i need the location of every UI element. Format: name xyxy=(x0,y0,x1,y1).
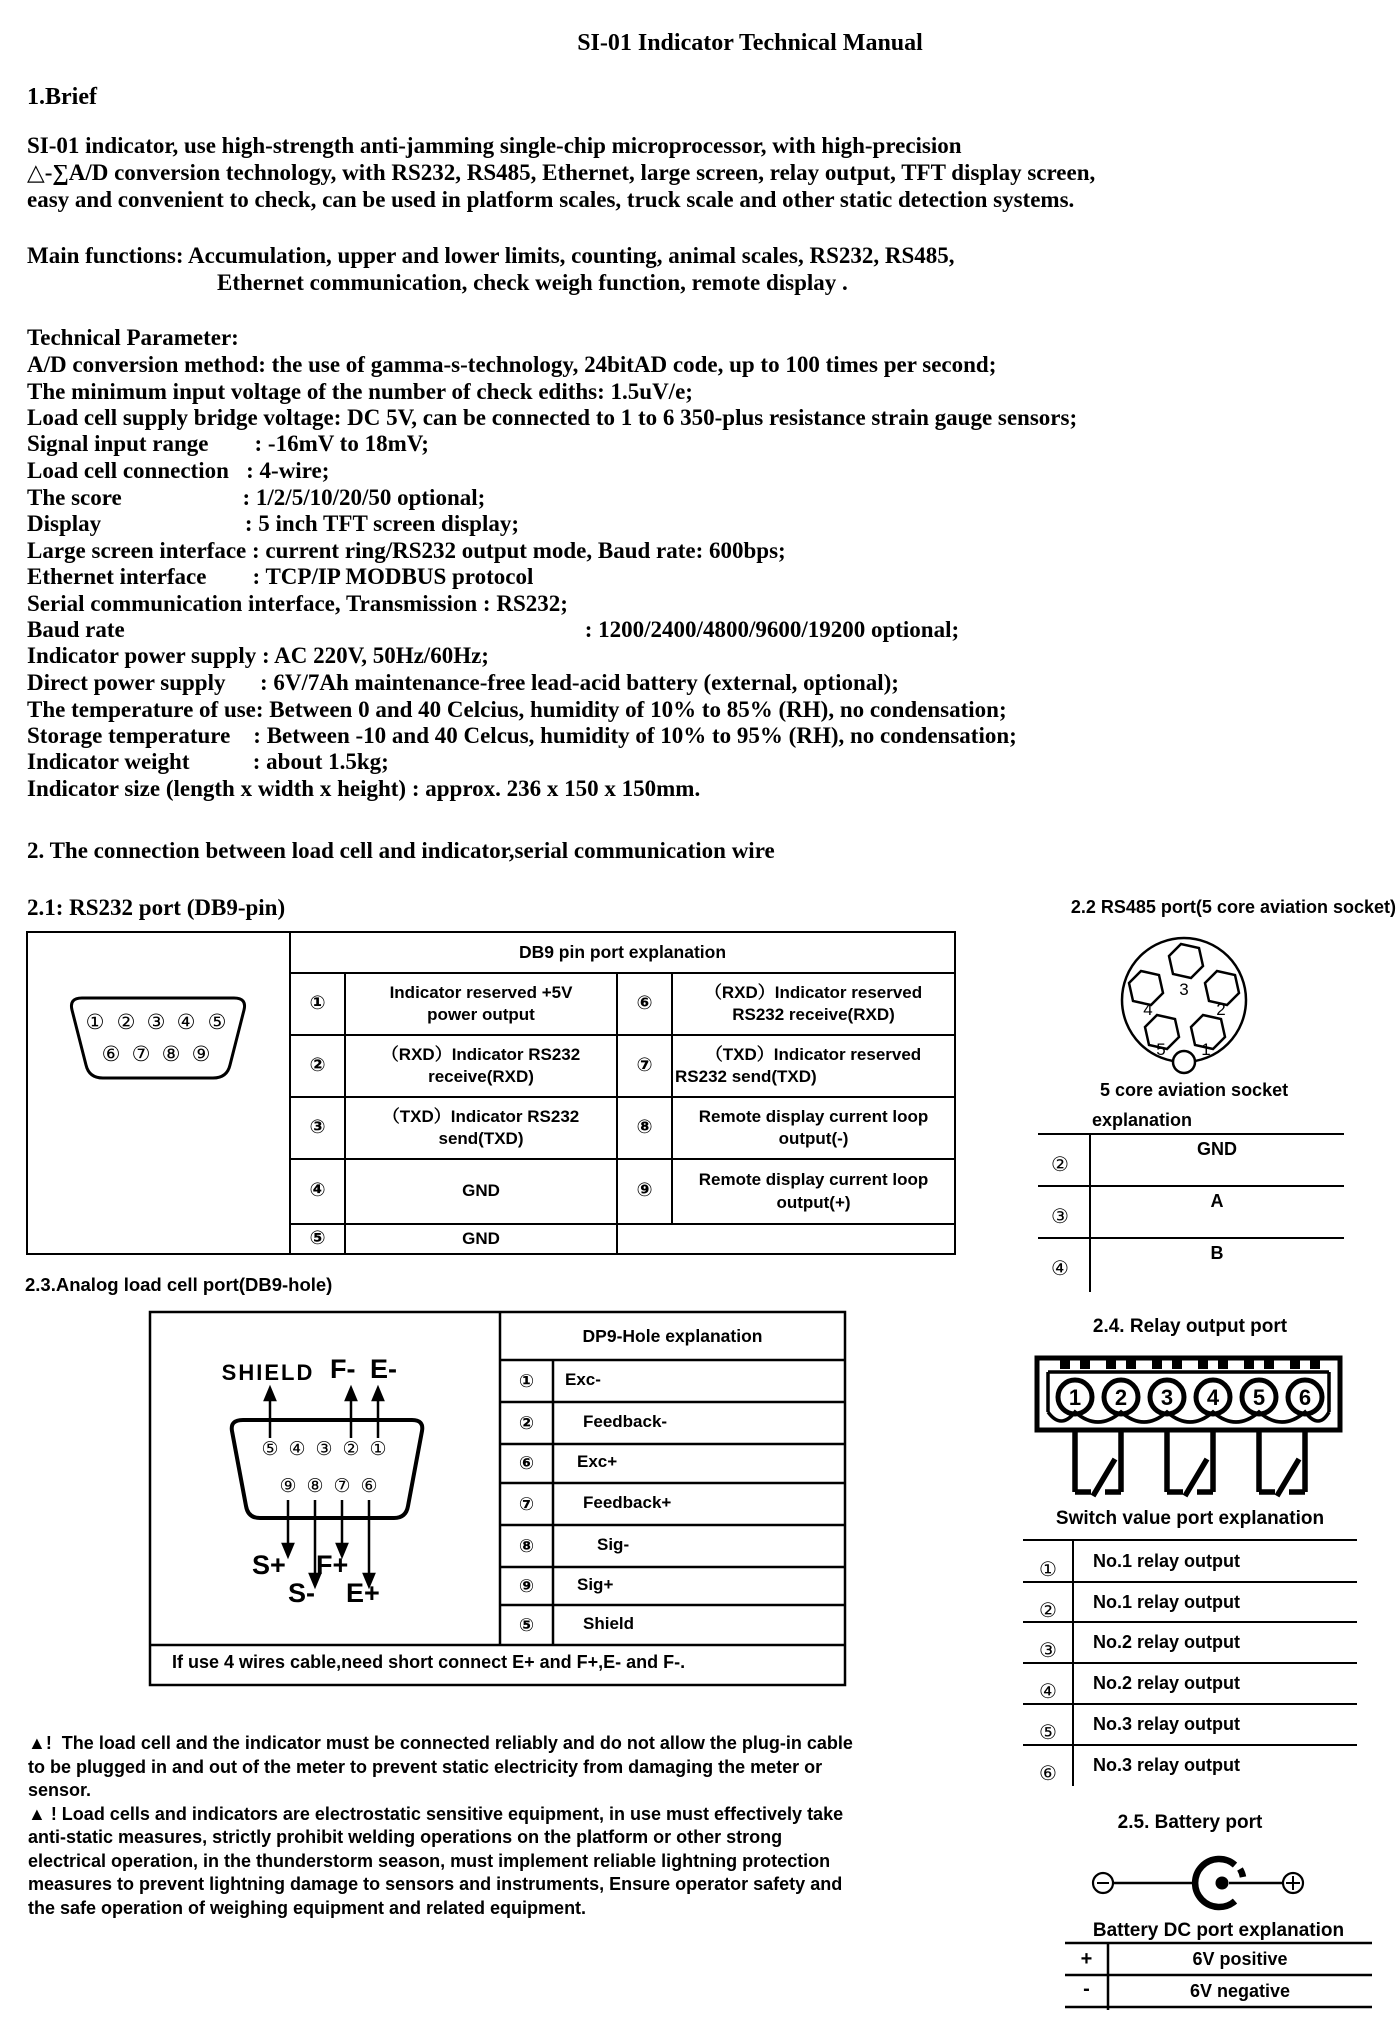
db9-desc-line: output(-) xyxy=(778,1129,849,1148)
tech-param-line: Ethernet interface : TCP/IP MODBUS protocol xyxy=(27,564,534,589)
warning-line: electrical operation, in the thunderstorm season, must implement reliable lightning protection xyxy=(28,1851,831,1871)
warning-line: to be plugged in and out of the meter to prevent static electricity from damaging the meter or xyxy=(28,1757,823,1777)
tech-param-line: Indicator power supply : AC 220V, 50Hz/60Hz; xyxy=(27,643,489,668)
db9-desc-line: RS232 send(TXD) xyxy=(675,1067,817,1086)
loadcell-row-value: Sig- xyxy=(597,1535,630,1554)
loadcell-row-value: Exc+ xyxy=(577,1452,618,1471)
db9-desc-line: （RXD）Indicator RS232 xyxy=(381,1044,581,1064)
db9-pin-number: ⑥ xyxy=(101,1042,121,1066)
db9-pin-number: ④ xyxy=(176,1010,196,1034)
relay-terminal-number: 4 xyxy=(1206,1385,1220,1410)
db9-hole-pin: ③ xyxy=(315,1438,333,1460)
db9-hole-pin: ① xyxy=(369,1438,387,1460)
db9-desc-line: receive(RXD) xyxy=(428,1067,534,1086)
db9-pin-number: ③ xyxy=(146,1010,166,1034)
brief-line: easy and convenient to check, can be used in platform scales, truck scale and other static detection systems. xyxy=(27,187,1075,212)
db9-row-pin: ⑨ xyxy=(636,1180,653,1202)
db9-hole-pin: ② xyxy=(342,1438,360,1460)
db9-hole-pin: ⑨ xyxy=(279,1475,297,1497)
switch-row-value: No.2 relay output xyxy=(1093,1632,1241,1652)
rs485-row-pin: ④ xyxy=(1051,1256,1069,1280)
db9-row-pin: ⑤ xyxy=(309,1227,326,1249)
rs485-row-value: GND xyxy=(1197,1139,1237,1159)
tech-param-line: Signal input range : -16mV to 18mV; xyxy=(27,431,429,456)
db9-hole-pin: ④ xyxy=(288,1438,306,1460)
rs485-row-value: B xyxy=(1210,1243,1224,1263)
battery-row-pin: - xyxy=(1083,1978,1090,2000)
loadcell-row-pin: ⑨ xyxy=(518,1575,535,1596)
db9-hole-pin: ⑥ xyxy=(360,1475,378,1497)
brief-line: △-∑A/D conversion technology, with RS232, RS485, Ethernet, large screen, relay output, TFT display screen, xyxy=(27,160,1096,185)
rs485-caption: 5 core aviation socket xyxy=(1100,1080,1289,1100)
section-2-1-heading: 2.1: RS232 port (DB9-pin) xyxy=(27,895,286,920)
loadcell-row-value: Shield xyxy=(583,1614,635,1633)
loadcell-note: If use 4 wires cable,need short connect E+ and F+,E- and F-. xyxy=(172,1652,686,1672)
relay-block-drawing xyxy=(1037,1358,1340,1496)
db9-pin-number: ① xyxy=(85,1010,105,1034)
dc-jack-drawing xyxy=(1093,1859,1303,1907)
section-2-5-heading: 2.5. Battery port xyxy=(1117,1812,1263,1833)
tech-param-line: Indicator weight : about 1.5kg; xyxy=(27,749,389,774)
db9-desc-line: Remote display current loop xyxy=(698,1106,929,1126)
warning-line: anti-static measures, strictly prohibit welding operations on the platform or other strong xyxy=(28,1827,783,1847)
switch-table-caption: Switch value port explanation xyxy=(1055,1508,1325,1529)
rs485-row-pin: ③ xyxy=(1051,1204,1069,1228)
db9-row-pin: ⑦ xyxy=(636,1054,653,1076)
warning-line: measures to prevent lightning damage to sensors and instruments, Ensure operator safety and xyxy=(28,1874,843,1894)
e-plus-label: E+ xyxy=(346,1578,380,1608)
warning-line: ▲! The load cell and the indicator must be connected reliably and do not allow the plug-in cable xyxy=(28,1733,853,1753)
db9-pin-number: ⑨ xyxy=(191,1042,211,1066)
main-functions-line: Main functions: Accumulation, upper and lower limits, counting, animal scales, RS232, RS485, xyxy=(27,243,955,268)
up-arrow-icon xyxy=(373,1388,383,1400)
socket-pin-label: 4 xyxy=(1143,1000,1153,1019)
loadcell-table-title: DP9-Hole explanation xyxy=(582,1325,763,1346)
loadcell-row-pin: ⑦ xyxy=(518,1493,535,1514)
db9-desc-line: （TXD）Indicator RS232 xyxy=(382,1106,580,1126)
db9-desc-line: output(+) xyxy=(776,1192,851,1212)
socket-pin-label: 2 xyxy=(1216,1000,1226,1019)
tech-param-line: Load cell connection : 4-wire; xyxy=(27,458,330,483)
db9-hole-connector-drawing xyxy=(232,1420,423,1518)
battery-row-pin: + xyxy=(1080,1948,1093,1970)
db9-pin-number: ② xyxy=(116,1010,136,1034)
relay-switch-symbols xyxy=(1075,1430,1305,1496)
switch-row-pin: ③ xyxy=(1039,1638,1057,1662)
db9-hole-pin: ⑦ xyxy=(333,1475,351,1497)
section-2-2-heading: 2.2 RS485 port(5 core aviation socket) xyxy=(1070,897,1396,917)
relay-terminal-number: 1 xyxy=(1068,1385,1082,1410)
db9-desc-line: Indicator reserved +5V xyxy=(389,982,573,1002)
switch-row-value: No.1 relay output xyxy=(1093,1551,1241,1571)
db9-row-pin: ⑧ xyxy=(636,1116,653,1138)
s-plus-label: S+ xyxy=(252,1550,286,1580)
db9-row-desc xyxy=(345,1159,617,1224)
tech-param-line: The score : 1/2/5/10/20/50 optional; xyxy=(27,485,486,510)
db9-desc-line: Remote display current loop xyxy=(698,1170,929,1189)
s-minus-label: S- xyxy=(288,1578,315,1608)
tech-param-line: Load cell supply bridge voltage: DC 5V, can be connected to 1 to 6 350-plus resistance strain gauge sensors; xyxy=(27,405,1078,430)
db9-desc-line: send(TXD) xyxy=(438,1129,524,1148)
f-plus-label: F+ xyxy=(316,1550,349,1580)
section-2-3-heading: 2.3.Analog load cell port(DB9-hole) xyxy=(25,1274,333,1295)
tech-params-heading: Technical Parameter: xyxy=(27,325,239,350)
db9-row-desc xyxy=(345,1035,617,1097)
db9-row-pin: ② xyxy=(309,1054,326,1076)
loadcell-row-pin: ⑥ xyxy=(518,1453,535,1474)
main-functions-line: Ethernet communication, check weigh function, remote display . xyxy=(217,270,848,295)
rs485-row-value: A xyxy=(1210,1191,1224,1211)
rs485-caption: explanation xyxy=(1092,1110,1193,1130)
tech-param-line: Large screen interface : current ring/RS232 output mode, Baud rate: 600bps; xyxy=(27,538,786,563)
db9-desc-line: RS232 receive(RXD) xyxy=(732,1005,895,1024)
db9-table-title: DB9 pin port explanation xyxy=(518,942,727,963)
f-minus-label: F- xyxy=(330,1354,356,1384)
db9-pin-number: ⑧ xyxy=(161,1042,181,1066)
tech-param-line: Indicator size (length x width x height) : approx. 236 x 150 x 150mm. xyxy=(27,776,701,801)
tech-param-line: A/D conversion method: the use of gamma-s-technology, 24bitAD code, up to 100 times per second; xyxy=(27,352,997,377)
rs485-row-pin: ② xyxy=(1051,1152,1069,1176)
tech-param-line: The temperature of use: Between 0 and 40 Celcius, humidity of 10% to 85% (RH), no condensation; xyxy=(27,697,1007,722)
db9-desc-line: （TXD）Indicator reserved xyxy=(705,1044,922,1064)
loadcell-row-value: Exc- xyxy=(565,1370,601,1389)
db9-row-desc xyxy=(345,1097,617,1159)
db9-row-pin: ① xyxy=(309,992,326,1014)
socket-pin-label: 5 xyxy=(1156,1040,1166,1059)
section-2-4-heading: 2.4. Relay output port xyxy=(1092,1316,1288,1337)
switch-row-pin: ① xyxy=(1039,1557,1057,1581)
battery-table-caption: Battery DC port explanation xyxy=(1092,1920,1345,1941)
battery-row-value: 6V negative xyxy=(1189,1981,1291,2001)
loadcell-row-value: Feedback- xyxy=(583,1412,668,1431)
db9-row-desc xyxy=(672,1035,955,1097)
shield-label: SHIELD xyxy=(221,1360,315,1385)
db9-hole-pin: ⑤ xyxy=(261,1438,279,1460)
db9-row-desc xyxy=(672,973,955,1035)
db9-row-pin: ③ xyxy=(309,1116,326,1138)
battery-row-value: 6V positive xyxy=(1192,1949,1288,1969)
brief-line: SI-01 indicator, use high-strength anti-jamming single-chip microprocessor, with high-precision xyxy=(27,133,962,158)
db9-row-pin: ④ xyxy=(309,1180,326,1202)
db9-pin-number: ⑤ xyxy=(207,1010,227,1034)
loadcell-row-pin: ⑧ xyxy=(518,1535,535,1556)
db9-desc-line: （RXD）Indicator reserved xyxy=(704,982,923,1002)
loadcell-row-value: Sig+ xyxy=(577,1575,614,1594)
socket-pin-label: 1 xyxy=(1201,1040,1211,1059)
tech-param-line: Storage temperature : Between -10 and 40 Celcus, humidity of 10% to 95% (RH), no condensation; xyxy=(27,723,1017,748)
db9-desc-line: GND xyxy=(462,1181,500,1201)
switch-row-value: No.3 relay output xyxy=(1093,1714,1241,1734)
tech-param-line: Serial communication interface, Transmission : RS232; xyxy=(27,591,568,616)
page-title: SI-01 Indicator Technical Manual xyxy=(577,30,923,56)
tech-param-line: Display : 5 inch TFT screen display; xyxy=(27,511,520,536)
db9-hole-pin: ⑧ xyxy=(306,1475,324,1497)
warning-line: the safe operation of weighing equipment and related equipment. xyxy=(28,1898,587,1918)
warning-line: ▲ ! Load cells and indicators are electrostatic sensitive equipment, in use must effectively take xyxy=(28,1804,844,1824)
warning-line: sensor. xyxy=(28,1780,92,1800)
loadcell-row-pin: ① xyxy=(518,1370,535,1391)
section2-heading: 2. The connection between load cell and indicator,serial communication wire xyxy=(27,838,775,863)
loadcell-row-pin: ② xyxy=(518,1412,535,1433)
switch-row-value: No.2 relay output xyxy=(1093,1673,1241,1693)
tech-param-line: Direct power supply : 6V/7Ah maintenance-free lead-acid battery (external, optional); xyxy=(27,670,899,695)
relay-terminal-number: 2 xyxy=(1114,1385,1128,1410)
relay-terminal-number: 6 xyxy=(1298,1385,1312,1410)
db9-row-desc xyxy=(345,973,617,1035)
switch-row-value: No.1 relay output xyxy=(1093,1592,1241,1612)
switch-row-value: No.3 relay output xyxy=(1093,1755,1241,1775)
switch-row-pin: ④ xyxy=(1039,1679,1057,1703)
tech-param-line: Baud rate : 1200/2400/4800/9600/19200 optional; xyxy=(27,617,960,642)
db9-row-desc xyxy=(672,1159,955,1224)
db9-row-desc: GND xyxy=(462,1228,500,1248)
db9-row-pin: ⑥ xyxy=(636,992,653,1014)
up-arrow-icon xyxy=(265,1388,275,1400)
plus-icon xyxy=(1286,1876,1300,1890)
e-minus-label: E- xyxy=(370,1354,397,1384)
brief-heading: 1.Brief xyxy=(27,84,97,110)
relay-terminal-number: 3 xyxy=(1160,1385,1174,1410)
db9-desc-line: power output xyxy=(427,1005,535,1024)
tech-param-line: The minimum input voltage of the number of check ediths: 1.5uV/e; xyxy=(27,379,693,404)
db9-pin-number: ⑦ xyxy=(131,1042,151,1066)
up-arrow-icon xyxy=(346,1388,356,1400)
switch-row-pin: ⑤ xyxy=(1039,1720,1057,1744)
loadcell-row-value: Feedback+ xyxy=(583,1493,672,1512)
socket-pin-label: 3 xyxy=(1179,980,1189,999)
switch-row-pin: ⑥ xyxy=(1039,1761,1057,1785)
relay-terminal-number: 5 xyxy=(1252,1385,1266,1410)
db9-row-desc xyxy=(672,1097,955,1159)
loadcell-row-pin: ⑤ xyxy=(518,1614,535,1635)
switch-row-pin: ② xyxy=(1039,1598,1057,1622)
switch-table-grid xyxy=(1023,1540,1357,1786)
